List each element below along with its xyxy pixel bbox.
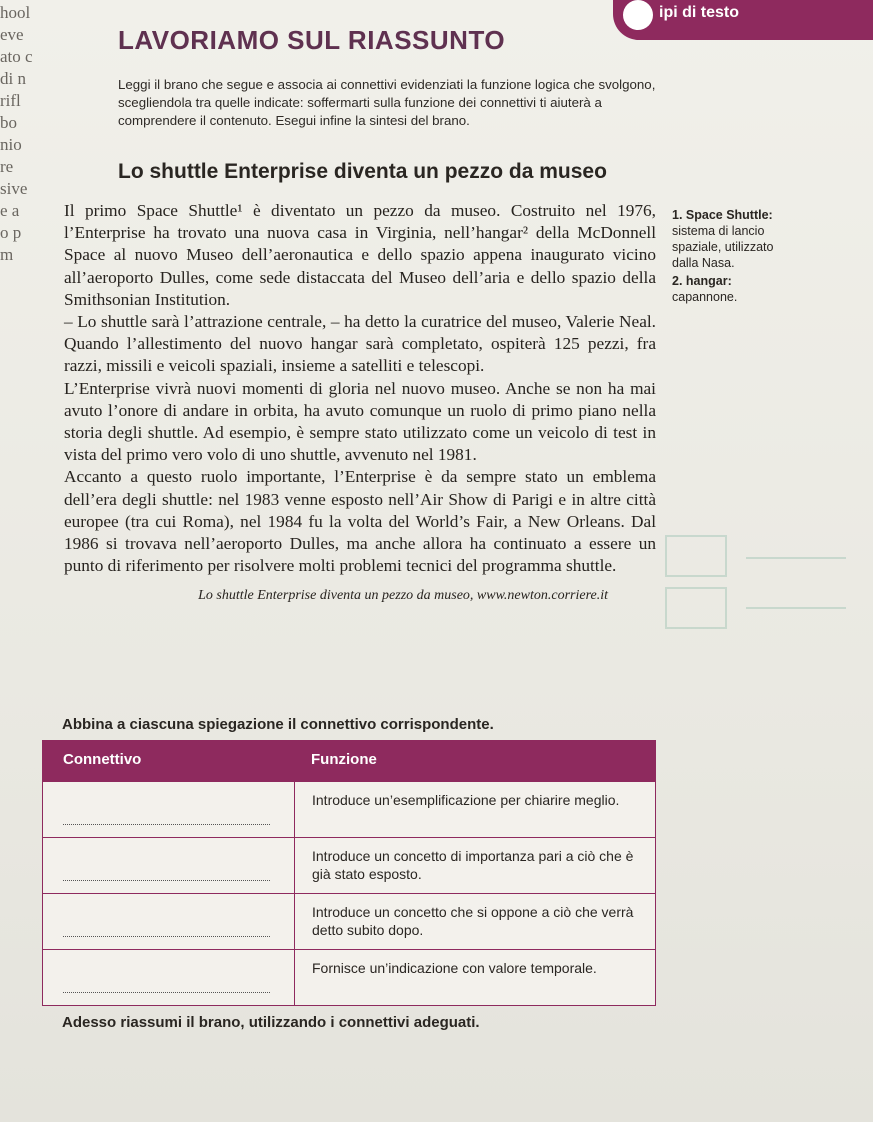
glossary-item <box>672 207 802 271</box>
answer-line <box>63 992 270 993</box>
glossary <box>672 207 802 307</box>
section-tab <box>613 0 873 40</box>
bleed-line: rifl <box>0 91 21 110</box>
instructions: Leggi il brano che segue e associa ai connettivi evidenziati la funzione logica che svolgono, scegliendola tra quelle indicate: soffermarti sulla funzione dei connettivi ti aiuterà a comprendere il contenuto. Esegui infine la sintesi del brano. <box>118 77 656 128</box>
table-row <box>43 781 655 837</box>
bleed-line: di n <box>0 69 26 88</box>
funzione-cell: Fornisce un’indicazione con valore temporale. <box>312 960 597 976</box>
funzione-cell: Introduce un’esemplificazione per chiarire meglio. <box>312 792 620 808</box>
answer-line <box>63 824 270 825</box>
table-row <box>43 949 655 1005</box>
answer-line <box>63 936 270 937</box>
main-title: LAVORIAMO SUL RIASSUNTO <box>118 25 506 55</box>
section-tab-label: ipi di testo <box>659 4 739 21</box>
table-header <box>43 741 655 781</box>
article-paragraph: – Lo shuttle sarà l’attrazione centrale, – ha detto la curatrice del museo, Valerie Neal. Quando l’allestimento del nuovo hangar sarà completato, ospiterà 125 pezzi, fra razzi, missili e veicoli spaziali, insieme a satelliti e telescopi. <box>64 312 656 376</box>
bleed-line: hool <box>0 3 31 22</box>
bleed-line: ato c <box>0 47 33 66</box>
bleed-line: m <box>0 245 14 264</box>
article-title: Lo shuttle Enterprise diventa un pezzo da museo <box>118 160 607 183</box>
connettivi-table <box>42 740 656 1006</box>
connettivo-answer-field[interactable] <box>43 950 295 1005</box>
connettivo-answer-field[interactable] <box>43 894 295 949</box>
connettivo-answer-field[interactable] <box>43 838 295 893</box>
article-paragraph: L’Enterprise vivrà nuovi momenti di gloria nel nuovo museo. Anche se non ha mai avuto l’onore di andare in orbita, ha avuto comunque un ruolo di primo piano nella storia degli shuttle. Ad esempio, è sempre stato utilizzato come un veicolo di test in vista del primo vero volo di uno shuttle, avvenuto nel 1981. <box>64 378 656 465</box>
bleed-line: nio <box>0 135 22 154</box>
article-source: Lo shuttle Enterprise diventa un pezzo da museo, www.newton.corriere.it <box>198 588 608 604</box>
summary-instruction: Adesso riassumi il brano, utilizzando i connettivi adeguati. <box>62 1014 480 1031</box>
bleed-line: o p <box>0 223 22 242</box>
connettivo-answer-field[interactable] <box>43 782 295 837</box>
glossary-term: 2. hangar: <box>672 274 732 288</box>
table-row <box>43 837 655 893</box>
funzione-cell: Introduce un concetto che si oppone a ciò che verrà detto subito dopo. <box>312 904 634 938</box>
header-connettivo: Connettivo <box>63 751 142 768</box>
faded-figure-icon <box>656 528 856 638</box>
article-paragraph: Accanto a questo ruolo importante, l’Enterprise è da sempre stato un emblema dell’era degli shuttle: nel 1983 venne esposto nell’Air Show di Parigi e in altre città europee (tra cui Roma), nel 1984 fu la volta del World’s Fair, a New Orleans. Dal 1986 si trovava nell’aeroporto Dulles, ma anche allora ha continuato a essere un punto di riferimento per risolvere molti problemi tecnici del programma shuttle. <box>64 467 656 576</box>
bleed-line: e a <box>0 201 20 220</box>
bleed-line: re <box>0 157 14 176</box>
answer-line <box>63 880 270 881</box>
header-funzione: Funzione <box>311 751 377 768</box>
bleed-line: bo <box>0 113 17 132</box>
glossary-term: 1. Space Shuttle: <box>672 208 773 222</box>
glossary-definition: sistema di lancio spaziale, utilizzato dalla Nasa. <box>672 224 774 270</box>
glossary-definition: capannone. <box>672 290 738 304</box>
article-body <box>64 200 656 608</box>
bleed-line: sive <box>0 179 28 198</box>
funzione-cell: Introduce un concetto di importanza pari a ciò che è già stato esposto. <box>312 848 634 882</box>
bleed-line: eve <box>0 25 24 44</box>
tab-dot-icon <box>623 0 653 30</box>
glossary-item <box>672 273 802 305</box>
bleed-through-text <box>0 0 54 420</box>
table-row <box>43 893 655 949</box>
article-paragraph: Il primo Space Shuttle¹ è diventato un pezzo da museo. Costruito nel 1976, l’Enterprise ha trovato una nuova casa in Virginia, nell’hangar² della McDonnell Space al nuovo Museo dell’aeronautica e dello spazio appena inaugurato vicino all’aeroporto Dulles, come sede distaccata del Museo dell’aria e dello spazio della Smithsonian Institution. <box>64 201 656 309</box>
task-label: Abbina a ciascuna spiegazione il connettivo corrispondente. <box>62 716 494 733</box>
